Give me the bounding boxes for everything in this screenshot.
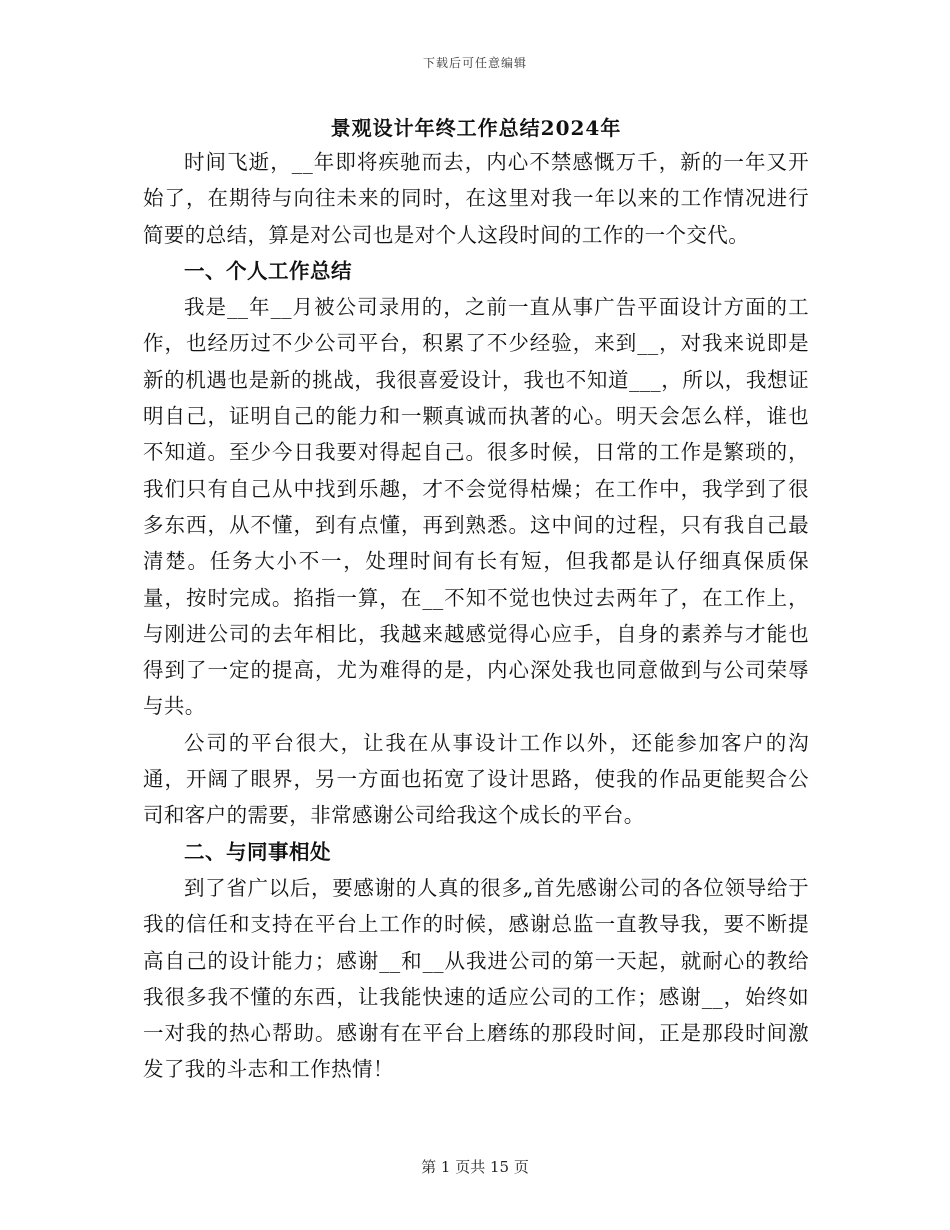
section-heading-colleagues: 二、与同事相处	[184, 839, 331, 864]
page-number: 第 1 页共 15 页	[421, 1158, 529, 1176]
page-header: 下载后可任意编辑	[422, 56, 527, 70]
section1-paragraph-1: 我是__年__月被公司录用的，之前一直从事广告平面设计方面的工作，也经历过不少公司平台，积累了不少经验，来到__，对我来说即是新的机遇也是新的挑战，我很喜爱设计，我也不知道___，所以，我想证明自己，证明自己的能力和一颗真诚而执著的心。明天会怎么样，谁也不知道。至少今日我要对得起自己。很多时候，日常的工作是繁琐的，我们只有自己从中找到乐趣，才不会觉得枯燥；在工作中，我学到了很多东西，从不懂，到有点懂，再到熟悉。这中间的过程，只有我自己最清楚。任务大小不一，处理时间有长有短，但我都是认仔细真保质保量，按时完成。掐指一算，在__不知不觉也快过去两年了，在工作上，与刚进公司的去年相比，我越来越感觉得心应手，自身的素养与才能也得到了一定的提高，尤为难得的是，内心深处我也同意做到与公司荣辱与共。	[143, 295, 809, 719]
section1-paragraph-2: 公司的平台很大，让我在从事设计工作以外，还能参加客户的沟通，开阔了眼界，另一方面也拓宽了设计思路，使我的作品更能契合公司和客户的需要，非常感谢公司给我这个成长的平台。	[143, 730, 809, 828]
intro-paragraph: 时间飞逝，__年即将疾驰而去，内心不禁感慨万千，新的一年又开始了，在期待与向往未来的同时，在这里对我一年以来的工作情况进行简要的总结，算是对公司也是对个人这段时间的工作的一个交代。	[143, 150, 809, 247]
document-title: 景观设计年终工作总结2024年	[330, 116, 622, 140]
document-body	[143, 112, 809, 1088]
section2-paragraph-1: 到了省广以后，要感谢的人真的很多„首先感谢公司的各位领导给于我的信任和支持在平台上工作的时候，感谢总监一直教导我，要不断提高自己的设计能力；感谢__和__从我进公司的第一天起，就耐心的教给我很多我不懂的东西，让我能快速的适应公司的工作；感谢__，始终如一对我的热心帮助。感谢有在平台上磨练的那段时间，正是那段时间激发了我的斗志和工作热情！	[143, 875, 809, 1082]
section-heading-personal-summary: 一、个人工作总结	[184, 258, 352, 283]
